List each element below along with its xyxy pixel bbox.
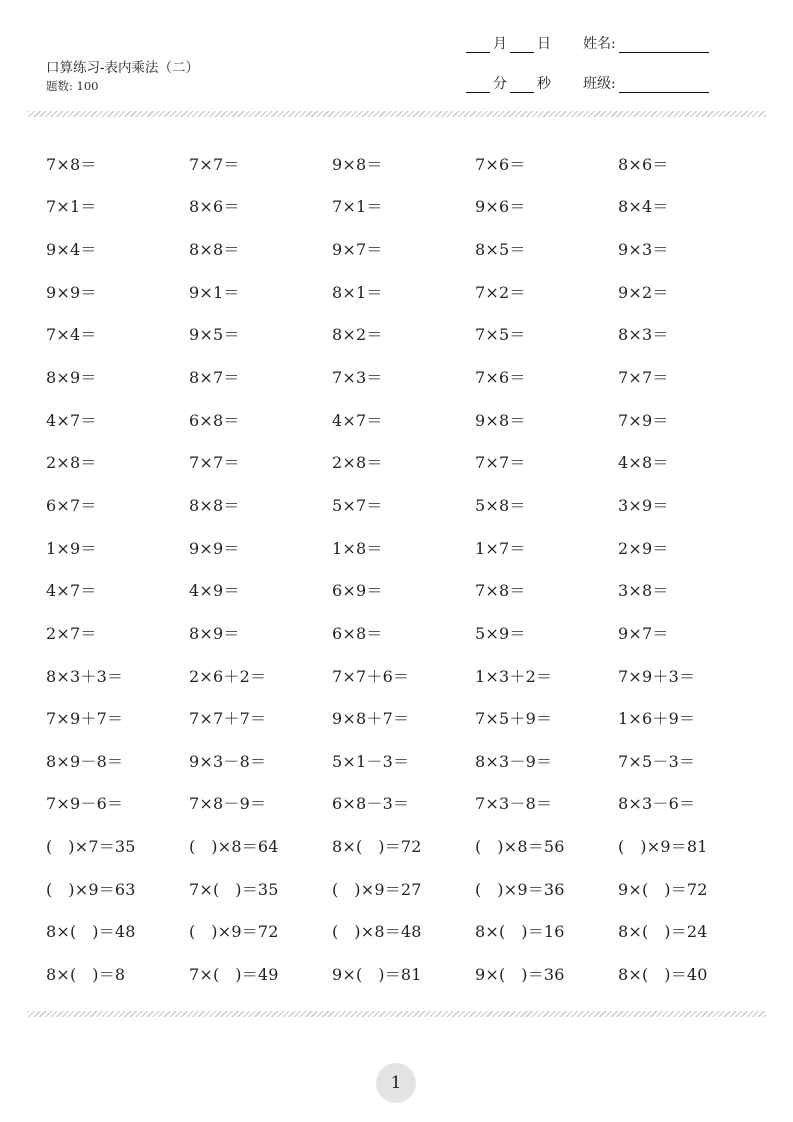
problem-item: 1×7＝ bbox=[475, 538, 526, 558]
problem-item: 7×9－6＝ bbox=[46, 794, 124, 814]
problem-item: 9×1＝ bbox=[189, 282, 240, 302]
problem-item: 9×8＝ bbox=[475, 410, 526, 430]
problem-item: 4×9＝ bbox=[189, 581, 240, 601]
problem-item: 8×7＝ bbox=[189, 368, 240, 388]
problem-item: ( )×9＝63 bbox=[46, 879, 136, 899]
problem-item: 7×1＝ bbox=[332, 197, 383, 217]
problem-item: 1×6＋9＝ bbox=[618, 709, 696, 729]
problem-item: 9×5＝ bbox=[189, 325, 240, 345]
problem-item: 1×8＝ bbox=[332, 538, 383, 558]
day-label: 日 bbox=[537, 36, 551, 52]
class-blank[interactable] bbox=[619, 78, 709, 93]
problem-item: 8×2＝ bbox=[332, 325, 383, 345]
top-divider bbox=[28, 111, 766, 117]
problem-item: 7×5＝ bbox=[475, 325, 526, 345]
problem-item: ( )×9＝72 bbox=[189, 922, 279, 942]
problem-item: 8×5＝ bbox=[475, 240, 526, 260]
problem-item: ( )×9＝81 bbox=[618, 837, 708, 857]
problem-item: 6×8＝ bbox=[332, 623, 383, 643]
problem-item: 5×1－3＝ bbox=[332, 751, 410, 771]
month-blank[interactable] bbox=[466, 38, 490, 53]
problem-item: 7×7＋7＝ bbox=[189, 709, 267, 729]
problem-item: ( )×9＝27 bbox=[332, 879, 422, 899]
problem-item: 9×7＝ bbox=[332, 240, 383, 260]
problem-item: 8×( )＝40 bbox=[618, 964, 708, 984]
problem-item: 7×7＝ bbox=[189, 154, 240, 174]
problem-row bbox=[46, 398, 761, 441]
problem-row bbox=[46, 483, 761, 526]
problem-row bbox=[46, 355, 761, 398]
problem-grid bbox=[46, 142, 761, 995]
problem-item: 9×9＝ bbox=[46, 282, 97, 302]
problem-item: 9×7＝ bbox=[618, 623, 669, 643]
problem-item: 6×9＝ bbox=[332, 581, 383, 601]
problem-item: 4×7＝ bbox=[46, 410, 97, 430]
problem-item: 2×6＋2＝ bbox=[189, 666, 267, 686]
problem-item: 4×8＝ bbox=[618, 453, 669, 473]
problem-item: 3×8＝ bbox=[618, 581, 669, 601]
problem-item: 7×3＝ bbox=[332, 368, 383, 388]
problem-item: 7×8－9＝ bbox=[189, 794, 267, 814]
minute-blank[interactable] bbox=[466, 78, 490, 93]
problem-count: 题数: 100 bbox=[46, 79, 99, 93]
problem-item: 7×5＋9＝ bbox=[475, 709, 553, 729]
problem-item: 8×4＝ bbox=[618, 197, 669, 217]
problem-item: 9×4＝ bbox=[46, 240, 97, 260]
problem-item: 2×7＝ bbox=[46, 623, 97, 643]
minute-label: 分 bbox=[493, 76, 507, 92]
problem-item: 8×8＝ bbox=[189, 240, 240, 260]
problem-item: 9×3－8＝ bbox=[189, 751, 267, 771]
problem-item: 8×6＝ bbox=[189, 197, 240, 217]
problem-item: 9×3＝ bbox=[618, 240, 669, 260]
problem-row bbox=[46, 611, 761, 654]
problem-item: 9×( )＝36 bbox=[475, 964, 565, 984]
problem-item: 8×6＝ bbox=[618, 154, 669, 174]
problem-item: 8×3－6＝ bbox=[618, 794, 696, 814]
problem-item: 7×9＝ bbox=[618, 410, 669, 430]
class-label: 班级: bbox=[583, 76, 616, 92]
day-blank[interactable] bbox=[510, 38, 534, 53]
problem-row bbox=[46, 867, 761, 910]
problem-item: 6×7＝ bbox=[46, 495, 97, 515]
problem-item: 7×6＝ bbox=[475, 368, 526, 388]
problem-item: 8×( )＝16 bbox=[475, 922, 565, 942]
problem-item: ( )×9＝36 bbox=[475, 879, 565, 899]
problem-item: 2×9＝ bbox=[618, 538, 669, 558]
bottom-divider bbox=[28, 1011, 766, 1017]
problem-item: 6×8＝ bbox=[189, 410, 240, 430]
problem-item: 7×6＝ bbox=[475, 154, 526, 174]
problem-item: 8×( )＝72 bbox=[332, 837, 422, 857]
problem-row bbox=[46, 526, 761, 569]
problem-item: 1×3＋2＝ bbox=[475, 666, 553, 686]
problem-item: 2×8＝ bbox=[332, 453, 383, 473]
problem-row bbox=[46, 696, 761, 739]
problem-row bbox=[46, 270, 761, 313]
problem-item: 5×7＝ bbox=[332, 495, 383, 515]
problem-item: 7×1＝ bbox=[46, 197, 97, 217]
problem-item: 9×( )＝72 bbox=[618, 879, 708, 899]
problem-row bbox=[46, 654, 761, 697]
problem-item: 7×3－8＝ bbox=[475, 794, 553, 814]
problem-item: ( )×7＝35 bbox=[46, 837, 136, 857]
problem-item: 1×9＝ bbox=[46, 538, 97, 558]
problem-item: 7×4＝ bbox=[46, 325, 97, 345]
problem-item: 7×7＝ bbox=[189, 453, 240, 473]
page-number: 1 bbox=[376, 1063, 416, 1103]
problem-row bbox=[46, 185, 761, 228]
name-blank[interactable] bbox=[619, 38, 709, 53]
problem-item: 8×1＝ bbox=[332, 282, 383, 302]
problem-item: 7×8＝ bbox=[46, 154, 97, 174]
problem-item: 5×8＝ bbox=[475, 495, 526, 515]
problem-item: 7×7＋6＝ bbox=[332, 666, 410, 686]
problem-item: ( )×8＝48 bbox=[332, 922, 422, 942]
problem-row bbox=[46, 227, 761, 270]
problem-item: 8×3＋3＝ bbox=[46, 666, 124, 686]
problem-row bbox=[46, 910, 761, 953]
problem-item: 9×8＋7＝ bbox=[332, 709, 410, 729]
problem-row bbox=[46, 824, 761, 867]
problem-item: 7×9＋3＝ bbox=[618, 666, 696, 686]
problem-item: 7×8＝ bbox=[475, 581, 526, 601]
problem-item: 6×8－3＝ bbox=[332, 794, 410, 814]
problem-item: 7×7＝ bbox=[618, 368, 669, 388]
problem-item: 8×3－9＝ bbox=[475, 751, 553, 771]
problem-item: ( )×8＝64 bbox=[189, 837, 279, 857]
worksheet-title: 口算练习-表内乘法（二） bbox=[46, 60, 200, 76]
problem-row bbox=[46, 440, 761, 483]
problem-item: 9×6＝ bbox=[475, 197, 526, 217]
problem-item: 9×( )＝81 bbox=[332, 964, 422, 984]
problem-item: ( )×8＝56 bbox=[475, 837, 565, 857]
problem-row bbox=[46, 313, 761, 356]
month-label: 月 bbox=[493, 36, 507, 52]
problem-row bbox=[46, 952, 761, 995]
problem-item: 7×5－3＝ bbox=[618, 751, 696, 771]
second-label: 秒 bbox=[537, 76, 551, 92]
problem-item: 8×3＝ bbox=[618, 325, 669, 345]
problem-item: 8×8＝ bbox=[189, 495, 240, 515]
problem-item: 8×( )＝24 bbox=[618, 922, 708, 942]
date-line bbox=[463, 33, 712, 53]
problem-row bbox=[46, 739, 761, 782]
problem-item: 7×9＋7＝ bbox=[46, 709, 124, 729]
problem-item: 9×8＝ bbox=[332, 154, 383, 174]
problem-item: 2×8＝ bbox=[46, 453, 97, 473]
problem-item: 4×7＝ bbox=[332, 410, 383, 430]
problem-item: 7×2＝ bbox=[475, 282, 526, 302]
problem-item: 7×7＝ bbox=[475, 453, 526, 473]
problem-item: 8×9＝ bbox=[46, 368, 97, 388]
time-line bbox=[463, 73, 712, 93]
problem-item: 8×9＝ bbox=[189, 623, 240, 643]
problem-item: 7×( )＝49 bbox=[189, 964, 279, 984]
problem-row bbox=[46, 142, 761, 185]
problem-item: 5×9＝ bbox=[475, 623, 526, 643]
second-blank[interactable] bbox=[510, 78, 534, 93]
problem-row bbox=[46, 782, 761, 825]
problem-row bbox=[46, 568, 761, 611]
problem-item: 7×( )＝35 bbox=[189, 879, 279, 899]
problem-item: 8×( )＝48 bbox=[46, 922, 136, 942]
problem-item: 4×7＝ bbox=[46, 581, 97, 601]
problem-item: 9×9＝ bbox=[189, 538, 240, 558]
name-label: 姓名: bbox=[583, 36, 616, 52]
problem-item: 8×( )＝8 bbox=[46, 964, 126, 984]
problem-item: 9×2＝ bbox=[618, 282, 669, 302]
problem-item: 3×9＝ bbox=[618, 495, 669, 515]
problem-item: 8×9－8＝ bbox=[46, 751, 124, 771]
